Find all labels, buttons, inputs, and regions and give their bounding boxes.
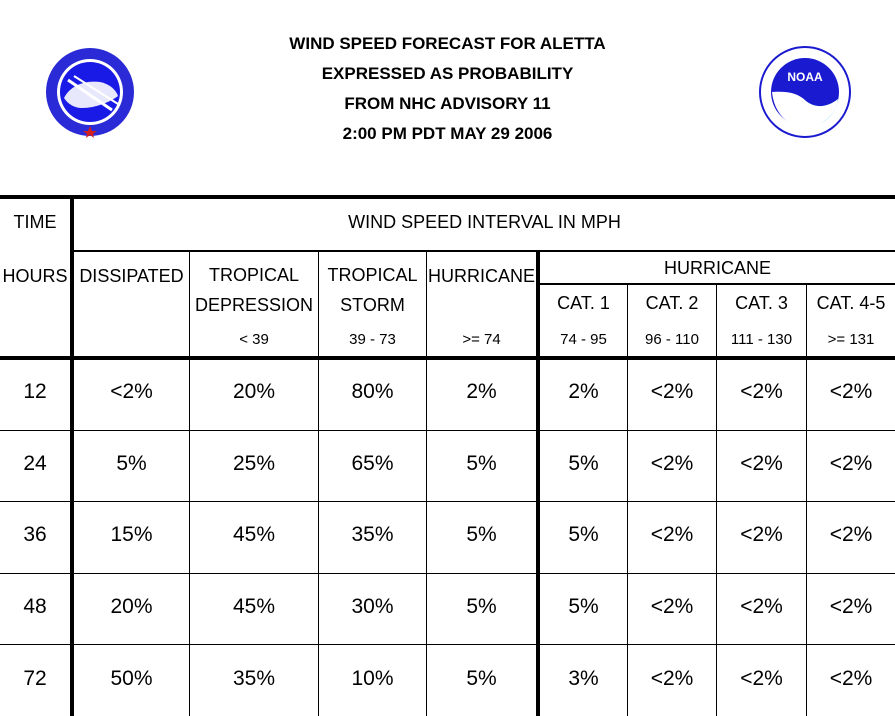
cell-cat45-12: <2% bbox=[829, 380, 873, 403]
title-line-4: 2:00 PM PDT MAY 29 2006 bbox=[342, 124, 553, 143]
cell-cat45-24: <2% bbox=[829, 452, 873, 475]
table-top-border bbox=[0, 195, 895, 199]
cell-td-72: 35% bbox=[232, 667, 276, 690]
column-divider bbox=[716, 284, 717, 716]
column-divider bbox=[627, 284, 628, 716]
cell-dissipated-24: 5% bbox=[116, 452, 147, 475]
row-divider bbox=[0, 501, 895, 502]
header-tropical-depression-line2: DEPRESSION bbox=[194, 295, 314, 315]
noaa-logo bbox=[758, 45, 852, 144]
header-tropical-storm-line2: STORM bbox=[340, 295, 405, 315]
header-time: TIME bbox=[13, 212, 57, 232]
header-cat45: CAT. 4-5 bbox=[816, 293, 886, 313]
cell-td-12: 20% bbox=[232, 380, 276, 403]
cell-cat3-24: <2% bbox=[740, 452, 783, 475]
cell-ts-12: 80% bbox=[351, 380, 394, 403]
cell-cat2-12: <2% bbox=[650, 380, 694, 403]
cell-cat2-36: <2% bbox=[650, 523, 694, 546]
cell-dissipated-36: 15% bbox=[110, 523, 153, 546]
cell-dissipated-72: 50% bbox=[110, 667, 153, 690]
cell-ts-36: 35% bbox=[351, 523, 394, 546]
row-divider bbox=[0, 573, 895, 574]
header-cat1-range: 74 - 95 bbox=[560, 331, 607, 348]
header-hurricane-range: >= 74 bbox=[462, 331, 501, 348]
header-tropical-depression-line1: TROPICAL bbox=[208, 265, 300, 285]
cell-hu-24: 5% bbox=[466, 452, 497, 475]
cell-hours-72: 72 bbox=[23, 667, 47, 690]
cell-hu-48: 5% bbox=[466, 595, 497, 618]
cell-hu-12: 2% bbox=[466, 380, 497, 403]
header-cat2-range: 96 - 110 bbox=[645, 331, 699, 348]
header-tropical-storm-line1: TROPICAL bbox=[327, 265, 418, 285]
header-cat45-range: >= 131 bbox=[827, 331, 875, 348]
cell-cat3-36: <2% bbox=[740, 523, 783, 546]
cell-td-36: 45% bbox=[232, 523, 276, 546]
header-cat2: CAT. 2 bbox=[645, 293, 699, 313]
row-divider bbox=[0, 644, 895, 645]
cell-ts-48: 30% bbox=[351, 595, 394, 618]
title-line-2: EXPRESSED AS PROBABILITY bbox=[321, 64, 574, 83]
cell-cat2-48: <2% bbox=[650, 595, 694, 618]
cell-td-24: 25% bbox=[232, 452, 276, 475]
cell-dissipated-12: <2% bbox=[110, 380, 153, 403]
cell-cat1-48: 5% bbox=[568, 595, 599, 618]
nws-logo-icon bbox=[44, 46, 136, 138]
column-divider bbox=[806, 284, 807, 716]
cell-cat45-48: <2% bbox=[829, 595, 873, 618]
cell-hu-36: 5% bbox=[466, 523, 497, 546]
header-hours: HOURS bbox=[2, 266, 68, 286]
header-dissipated: DISSIPATED bbox=[79, 266, 184, 286]
cell-cat3-48: <2% bbox=[740, 595, 783, 618]
cell-cat1-36: 5% bbox=[568, 523, 599, 546]
cell-cat3-72: <2% bbox=[740, 667, 783, 690]
cell-cat2-72: <2% bbox=[650, 667, 694, 690]
header-tropical-depression-range: < 39 bbox=[239, 331, 269, 348]
cell-cat1-24: 5% bbox=[568, 452, 599, 475]
cell-cat45-72: <2% bbox=[829, 667, 873, 690]
cell-hours-24: 24 bbox=[23, 452, 47, 475]
header-divider bbox=[72, 250, 895, 252]
noaa-logo-icon bbox=[758, 45, 852, 139]
cell-hours-36: 36 bbox=[23, 523, 47, 546]
noaa-logo-text: NOAA bbox=[787, 70, 823, 84]
cell-ts-24: 65% bbox=[351, 452, 394, 475]
header-cat3-range: 111 - 130 bbox=[730, 331, 793, 348]
column-divider bbox=[426, 251, 427, 716]
header-hurricane-group: HURRICANE bbox=[663, 258, 771, 278]
nws-logo bbox=[44, 46, 136, 143]
cell-cat2-24: <2% bbox=[650, 452, 694, 475]
title-line-1: WIND SPEED FORECAST FOR ALETTA bbox=[289, 34, 606, 53]
header-hurricane: HURRICANE bbox=[427, 266, 535, 286]
cell-hu-72: 5% bbox=[466, 667, 497, 690]
header-wind-speed-interval: WIND SPEED INTERVAL IN MPH bbox=[348, 212, 621, 232]
header-cat3: CAT. 3 bbox=[735, 293, 788, 313]
row-divider bbox=[0, 430, 895, 431]
cell-hours-48: 48 bbox=[23, 595, 47, 618]
cell-hours-12: 12 bbox=[23, 380, 47, 403]
cell-dissipated-48: 20% bbox=[110, 595, 153, 618]
cell-cat1-72: 3% bbox=[568, 667, 599, 690]
column-divider bbox=[318, 251, 319, 716]
cell-cat3-12: <2% bbox=[740, 380, 783, 403]
cell-cat45-36: <2% bbox=[829, 523, 873, 546]
header-cat1: CAT. 1 bbox=[557, 293, 610, 313]
header-tropical-storm-range: 39 - 73 bbox=[349, 331, 396, 348]
cell-cat1-12: 2% bbox=[568, 380, 599, 403]
cell-ts-72: 10% bbox=[351, 667, 394, 690]
title-line-3: FROM NHC ADVISORY 11 bbox=[344, 94, 551, 113]
hurricane-section-border bbox=[536, 251, 540, 716]
header-bottom-border bbox=[0, 356, 895, 360]
cell-td-48: 45% bbox=[232, 595, 276, 618]
column-divider bbox=[189, 251, 190, 716]
